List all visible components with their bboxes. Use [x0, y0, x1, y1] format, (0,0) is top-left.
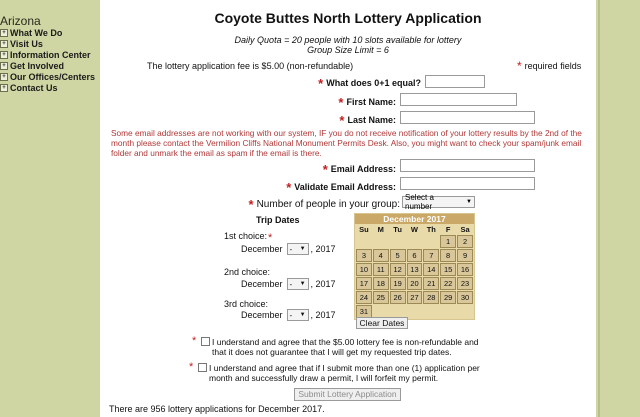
- calendar-day[interactable]: 21: [423, 277, 439, 290]
- calendar-week-row: [356, 235, 473, 248]
- choice-label-text: 1st choice:: [224, 231, 268, 241]
- calendar-empty-cell: [407, 305, 423, 318]
- sidebar: [0, 0, 99, 417]
- calendar-day[interactable]: 5: [390, 249, 406, 262]
- third-choice-date: [241, 309, 336, 321]
- expand-plus-icon: +: [0, 73, 8, 81]
- captcha-label-text: What does 0+1 equal?: [326, 78, 421, 88]
- agree-fee-line: that it does not guarantee that I will get my requested trip dates.: [212, 347, 452, 357]
- clear-dates-button[interactable]: Clear Dates: [356, 317, 408, 329]
- agree-fee-checkbox[interactable]: [201, 337, 210, 346]
- group-size-select-value: Select a number: [405, 193, 434, 211]
- calendar-day[interactable]: 14: [423, 263, 439, 276]
- calendar-day[interactable]: 17: [356, 277, 372, 290]
- calendar-empty-cell: [440, 305, 456, 318]
- sidebar-menu: [0, 27, 95, 93]
- calendar-day[interactable]: 3: [356, 249, 372, 262]
- sidebar-state-heading: Arizona: [0, 14, 41, 28]
- quota-info: [100, 35, 596, 55]
- calendar-day[interactable]: 26: [390, 291, 406, 304]
- calendar-day[interactable]: 30: [457, 291, 473, 304]
- second-choice-label: 2nd choice:: [224, 267, 271, 277]
- calendar-week-row: [356, 249, 473, 262]
- applications-count: There are 956 lottery applications for December 2017.: [109, 404, 325, 414]
- fee-notice: The lottery application fee is $5.00 (non-refundable): [147, 61, 354, 71]
- group-size-label: [249, 197, 400, 212]
- first-name-input[interactable]: [400, 93, 517, 106]
- main-content: [100, 0, 596, 417]
- third-choice-label: 3rd choice:: [224, 299, 269, 309]
- agree-fee-text: [212, 337, 479, 357]
- calendar-empty-cell: [457, 305, 473, 318]
- date-calendar: [354, 213, 475, 320]
- last-name-input[interactable]: [400, 111, 535, 124]
- calendar-day[interactable]: 29: [440, 291, 456, 304]
- calendar-week-row: [356, 277, 473, 290]
- calendar-day[interactable]: 18: [373, 277, 389, 290]
- calendar-empty-cell: [356, 235, 372, 248]
- year-text: , 2017: [310, 279, 336, 289]
- validate-email-label: [286, 180, 396, 195]
- agree-permit-row: [189, 363, 529, 387]
- page-title: Coyote Buttes North Lottery Application: [214, 10, 482, 26]
- captcha-label: [318, 76, 421, 91]
- sidebar-item-label: Our Offices/Centers: [10, 71, 96, 82]
- quota-line: Daily Quota = 20 people with 10 slots available for lottery: [234, 35, 462, 45]
- chevron-down-icon: ▼: [299, 246, 306, 252]
- required-fields-note: [517, 59, 581, 73]
- calendar-day[interactable]: 8: [440, 249, 456, 262]
- required-star-icon: *: [322, 162, 328, 177]
- validate-email-label-text: Validate Email Address:: [294, 182, 396, 192]
- day-value: -: [289, 279, 293, 289]
- expand-plus-icon: +: [0, 62, 8, 70]
- email-warning: Some email addresses are not working with our system, IF you do not receive notification of your lottery results by the 2nd of the month please contact the Vermilion Cliffs National Monument Permits Desk. Also, you might want to check your spam/junk email folder and unmark the email as spam if the email is there.: [111, 128, 582, 158]
- trip-dates-heading: Trip Dates: [256, 215, 300, 225]
- calendar-day[interactable]: 6: [407, 249, 423, 262]
- calendar-day[interactable]: 4: [373, 249, 389, 262]
- calendar-day[interactable]: 31: [356, 305, 372, 318]
- calendar-day[interactable]: 7: [423, 249, 439, 262]
- sidebar-item-label: Contact Us: [10, 82, 58, 93]
- calendar-empty-cell: [423, 305, 439, 318]
- calendar-day[interactable]: 13: [407, 263, 423, 276]
- month-text: December: [241, 310, 283, 320]
- calendar-weekday: Tu: [393, 225, 402, 234]
- sidebar-item-information-center[interactable]: [0, 49, 95, 60]
- first-choice-day-select[interactable]: [287, 243, 309, 255]
- calendar-weekday: F: [445, 225, 451, 234]
- required-star-icon: *: [339, 113, 345, 128]
- calendar-body: [356, 235, 473, 318]
- calendar-month-title: December 2017: [355, 214, 474, 224]
- sidebar-item-label: Get Involved: [10, 60, 65, 71]
- calendar-empty-cell: [407, 235, 423, 248]
- calendar-day[interactable]: 16: [457, 263, 473, 276]
- last-name-label: [339, 113, 396, 128]
- calendar-day[interactable]: 1: [440, 235, 456, 248]
- second-choice-date: [241, 278, 336, 290]
- calendar-week-row: [356, 291, 473, 304]
- expand-plus-icon: +: [0, 29, 8, 37]
- email-input[interactable]: [400, 159, 535, 172]
- year-text: , 2017: [310, 244, 336, 254]
- calendar-weekday: M: [377, 225, 384, 234]
- required-star-icon: *: [189, 361, 194, 373]
- last-name-label-text: Last Name:: [347, 115, 396, 125]
- sidebar-item-what-we-do[interactable]: [0, 27, 95, 38]
- calendar-day[interactable]: 9: [457, 249, 473, 262]
- required-star-icon: *: [248, 197, 254, 212]
- calendar-day[interactable]: 11: [373, 263, 389, 276]
- calendar-day[interactable]: 20: [407, 277, 423, 290]
- required-star-icon: *: [286, 180, 292, 195]
- sidebar-item-get-involved[interactable]: [0, 60, 95, 71]
- chevron-down-icon: ▼: [299, 281, 306, 287]
- sidebar-item-visit-us[interactable]: [0, 38, 95, 49]
- calendar-weekday: W: [410, 225, 418, 234]
- required-star-icon: *: [192, 335, 197, 347]
- right-divider: [598, 0, 600, 417]
- calendar-day[interactable]: 23: [457, 277, 473, 290]
- first-name-label: [338, 95, 396, 110]
- third-choice-day-select[interactable]: [287, 309, 309, 321]
- expand-plus-icon: +: [0, 40, 8, 48]
- sidebar-item-label: What We Do: [10, 27, 63, 38]
- second-choice-day-select[interactable]: [287, 278, 309, 290]
- agree-fee-row: [192, 337, 522, 361]
- calendar-weekday: Su: [359, 225, 369, 234]
- calendar-weekday-row: [356, 225, 473, 234]
- first-choice-date: [241, 243, 336, 255]
- sidebar-item-label: Visit Us: [10, 38, 43, 49]
- calendar-weekday: Th: [426, 225, 436, 234]
- required-star-icon: *: [338, 95, 344, 110]
- required-note-text: required fields: [524, 61, 582, 71]
- sidebar-item-contact-us[interactable]: [0, 82, 95, 93]
- sidebar-item-label: Information Center: [10, 49, 91, 60]
- group-size-select[interactable]: [402, 193, 475, 211]
- first-name-label-text: First Name:: [346, 97, 396, 107]
- agree-permit-text: [209, 363, 480, 383]
- captcha-input[interactable]: [425, 75, 485, 88]
- calendar-day[interactable]: 24: [356, 291, 372, 304]
- chevron-down-icon: ▼: [466, 199, 472, 205]
- expand-plus-icon: +: [0, 84, 8, 92]
- expand-plus-icon: +: [0, 51, 8, 59]
- calendar-day[interactable]: 2: [457, 235, 473, 248]
- sidebar-item-our-offices[interactable]: [0, 71, 95, 82]
- right-margin: [596, 0, 640, 417]
- calendar-day[interactable]: 12: [390, 263, 406, 276]
- calendar-day[interactable]: 10: [356, 263, 372, 276]
- calendar-empty-cell: [423, 235, 439, 248]
- agree-permit-line: I understand and agree that if I submit more than one (1) application per: [209, 363, 480, 373]
- month-text: December: [241, 244, 283, 254]
- email-label-text: Email Address:: [330, 164, 396, 174]
- calendar-day[interactable]: 28: [423, 291, 439, 304]
- calendar-weekday: Sa: [460, 225, 470, 234]
- email-label: [323, 162, 396, 177]
- agree-permit-line: month and successfully draw a permit, I will forfeit my permit.: [209, 373, 439, 383]
- required-star-icon: *: [318, 76, 324, 91]
- calendar-day[interactable]: 27: [407, 291, 423, 304]
- day-value: -: [289, 310, 293, 320]
- calendar-week-row: [356, 263, 473, 276]
- required-star-icon: *: [517, 59, 522, 73]
- calendar-day[interactable]: 25: [373, 291, 389, 304]
- day-value: -: [289, 244, 293, 254]
- validate-email-input[interactable]: [400, 177, 535, 190]
- calendar-empty-cell: [373, 235, 389, 248]
- calendar-day[interactable]: 22: [440, 277, 456, 290]
- group-size-line: Group Size Limit = 6: [307, 45, 389, 55]
- month-text: December: [241, 279, 283, 289]
- chevron-down-icon: ▼: [299, 312, 306, 318]
- calendar-empty-cell: [390, 235, 406, 248]
- calendar-day[interactable]: 15: [440, 263, 456, 276]
- agree-permit-checkbox[interactable]: [198, 363, 207, 372]
- calendar-grid: [355, 224, 474, 319]
- calendar-day[interactable]: 19: [390, 277, 406, 290]
- submit-application-button[interactable]: Submit Lottery Application: [294, 388, 401, 401]
- required-star-icon: *: [268, 232, 273, 244]
- group-size-label-text: Number of people in your group:: [256, 199, 400, 210]
- agree-fee-line: I understand and agree that the $5.00 lottery fee is non-refundable and: [212, 337, 479, 347]
- year-text: , 2017: [310, 310, 336, 320]
